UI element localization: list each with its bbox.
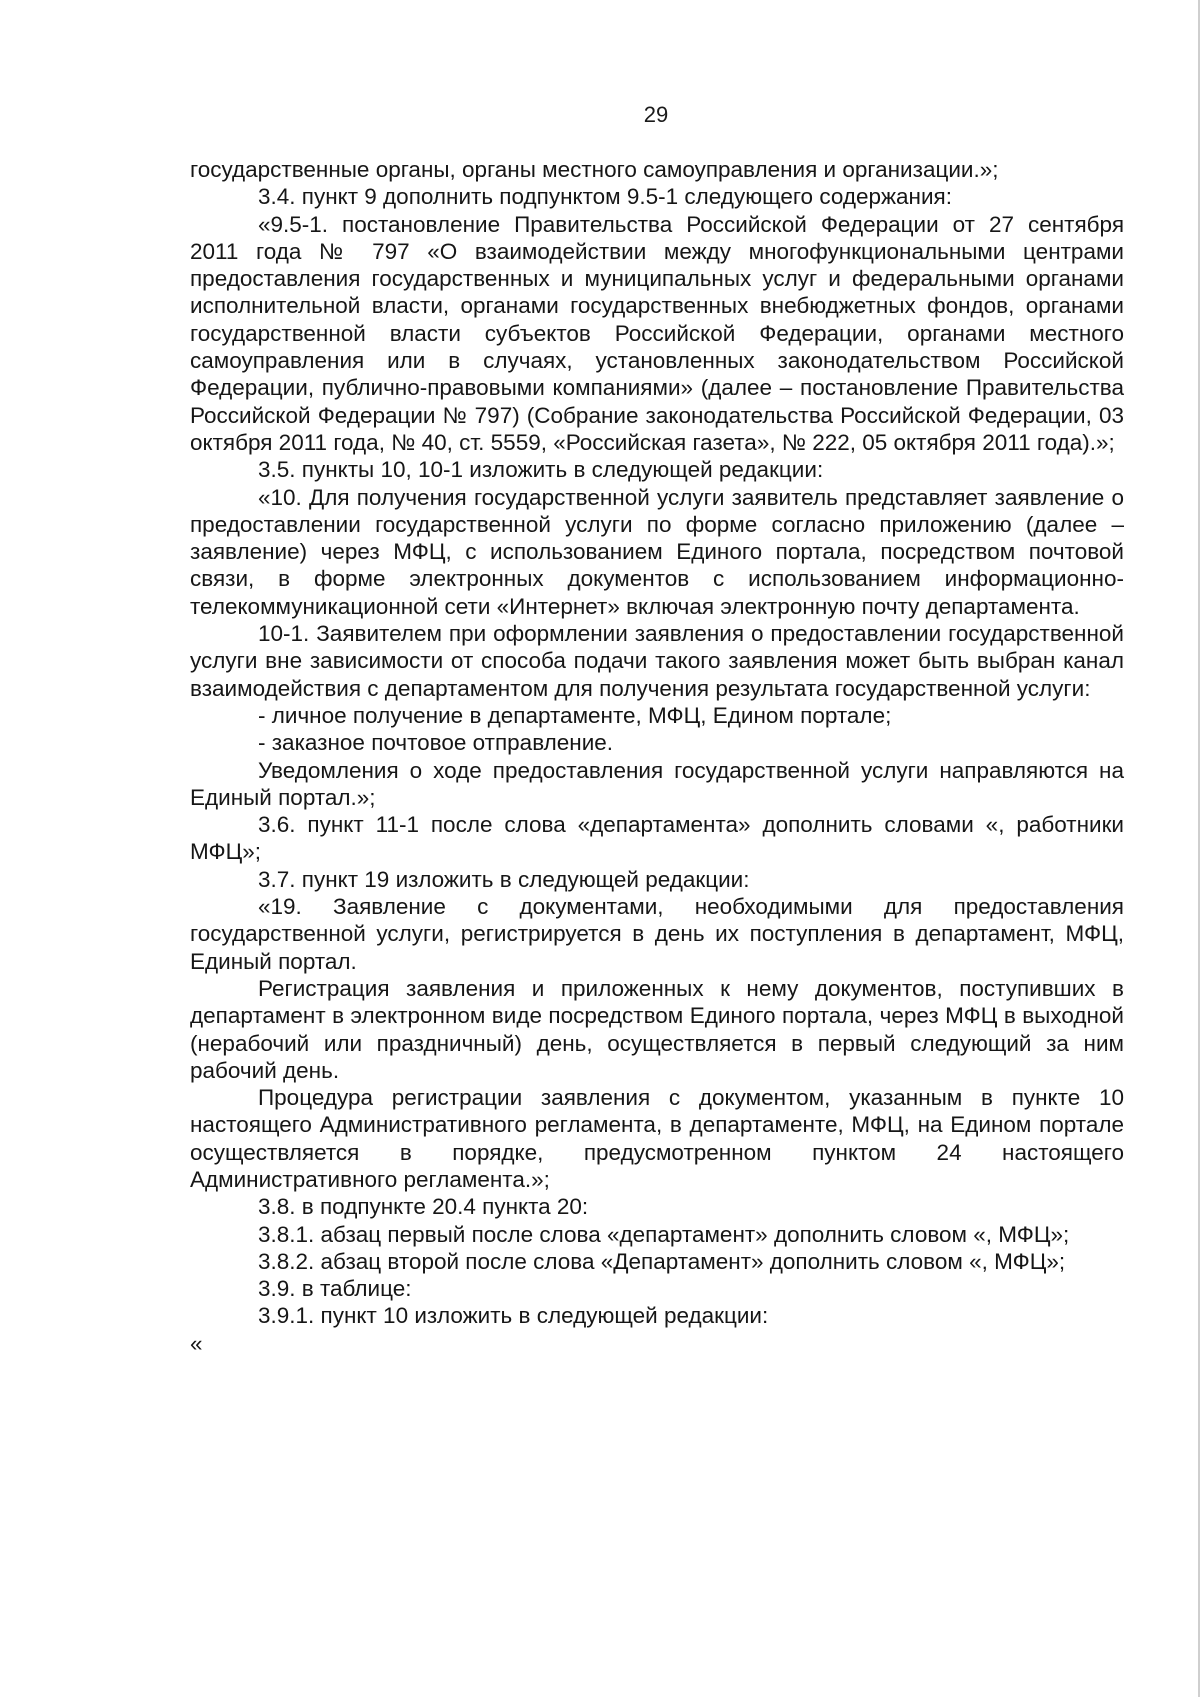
opening-quote: « [190,1330,203,1356]
paragraph-3-8-1: 3.8.1. абзац первый после слова «департамент» дополнить словом «, МФЦ»; [258,1221,1070,1247]
list-item-mail: - заказное почтовое отправление. [258,730,614,756]
paragraph-3-8: 3.8. в подпункте 20.4 пункта 20: [258,1194,589,1220]
paragraph-3-7: 3.7. пункт 19 изложить в следующей редакции: [258,866,750,892]
paragraph-3-9-1: 3.9.1. пункт 10 изложить в следующей редакции: [258,1303,769,1329]
paragraph-3-5: 3.5. пункты 10, 10-1 изложить в следующей редакции: [258,457,824,483]
paragraph-9-5-1: «9.5-1. постановление Правительства Российской Федерации от 27 сентября 2011 года № 797 «О взаимодействии между многофункциональными центрами предоставления государственных и муниципальных услуг и федеральными органами исполнительной власти, органами государственных внебюджетных фондов, органами государственной власти субъектов Российской Федерации, органами местного самоуправления или в случаях, установленных законодательством Российской Федерации, публично-правовыми компаниями» (далее – постановление Правительства Российской Федерации № 797) (Собрание законодательства Российской Федерации, 03 октября 2011 года, № 40, ст. 5559, «Российская газета», № 222, 05 октября 2011 года).»; [190,211,1124,455]
paragraph-notifications: Уведомления о ходе предоставления государственной услуги направляются на Единый портал.»; [190,757,1124,810]
paragraph-19: «19. Заявление с документами, необходимыми для предоставления государственной услуги, регистрируется в день их поступления в департамент, МФЦ, Единый портал. [190,894,1124,974]
list-item-personal: - личное получение в департаменте, МФЦ, Едином портале; [258,702,892,728]
paragraph-10-1: 10-1. Заявителем при оформлении заявления о предоставлении государственной услуги вне зависимости от способа подачи такого заявления может быть выбран канал взаимодействия с департаментом для получения результата государственной услуги: [190,621,1124,701]
paragraph-3-9: 3.9. в таблице: [258,1276,412,1302]
document-body [190,156,1124,1357]
paragraph-10: «10. Для получения государственной услуги заявитель представляет заявление о предоставлении государственной услуги по форме согласно приложению (далее – заявление) через МФЦ, с использованием Единого портала, посредством почтовой связи, в форме электронных документов с использованием информационно-телекоммуникационной сети «Интернет» включая электронную почту департамента. [190,484,1124,619]
paragraph-3-4: 3.4. пункт 9 дополнить подпунктом 9.5-1 следующего содержания: [258,184,952,210]
paragraph-3-6: 3.6. пункт 11-1 после слова «департамента» дополнить словами «, работники МФЦ»; [190,812,1124,865]
page-number: 29 [643,102,669,127]
paragraph-3-8-2: 3.8.2. абзац второй после слова «Департамент» дополнить словом «, МФЦ»; [258,1248,1066,1274]
paragraph-procedure: Процедура регистрации заявления с документом, указанным в пункте 10 настоящего Административного регламента, в департаменте, МФЦ, на Едином портале осуществляется в порядке, предусмотренном пунктом 24 настоящего Административного регламента.»; [190,1085,1124,1192]
paragraph-registration: Регистрация заявления и приложенных к нему документов, поступивших в департамент в электронном виде посредством Единого портала, через МФЦ в выходной (нерабочий или праздничный) день, осуществляется в первый следующий за ним рабочий день. [190,975,1124,1083]
paragraph-continuation: государственные органы, органы местного самоуправления и организации.»; [190,157,999,182]
